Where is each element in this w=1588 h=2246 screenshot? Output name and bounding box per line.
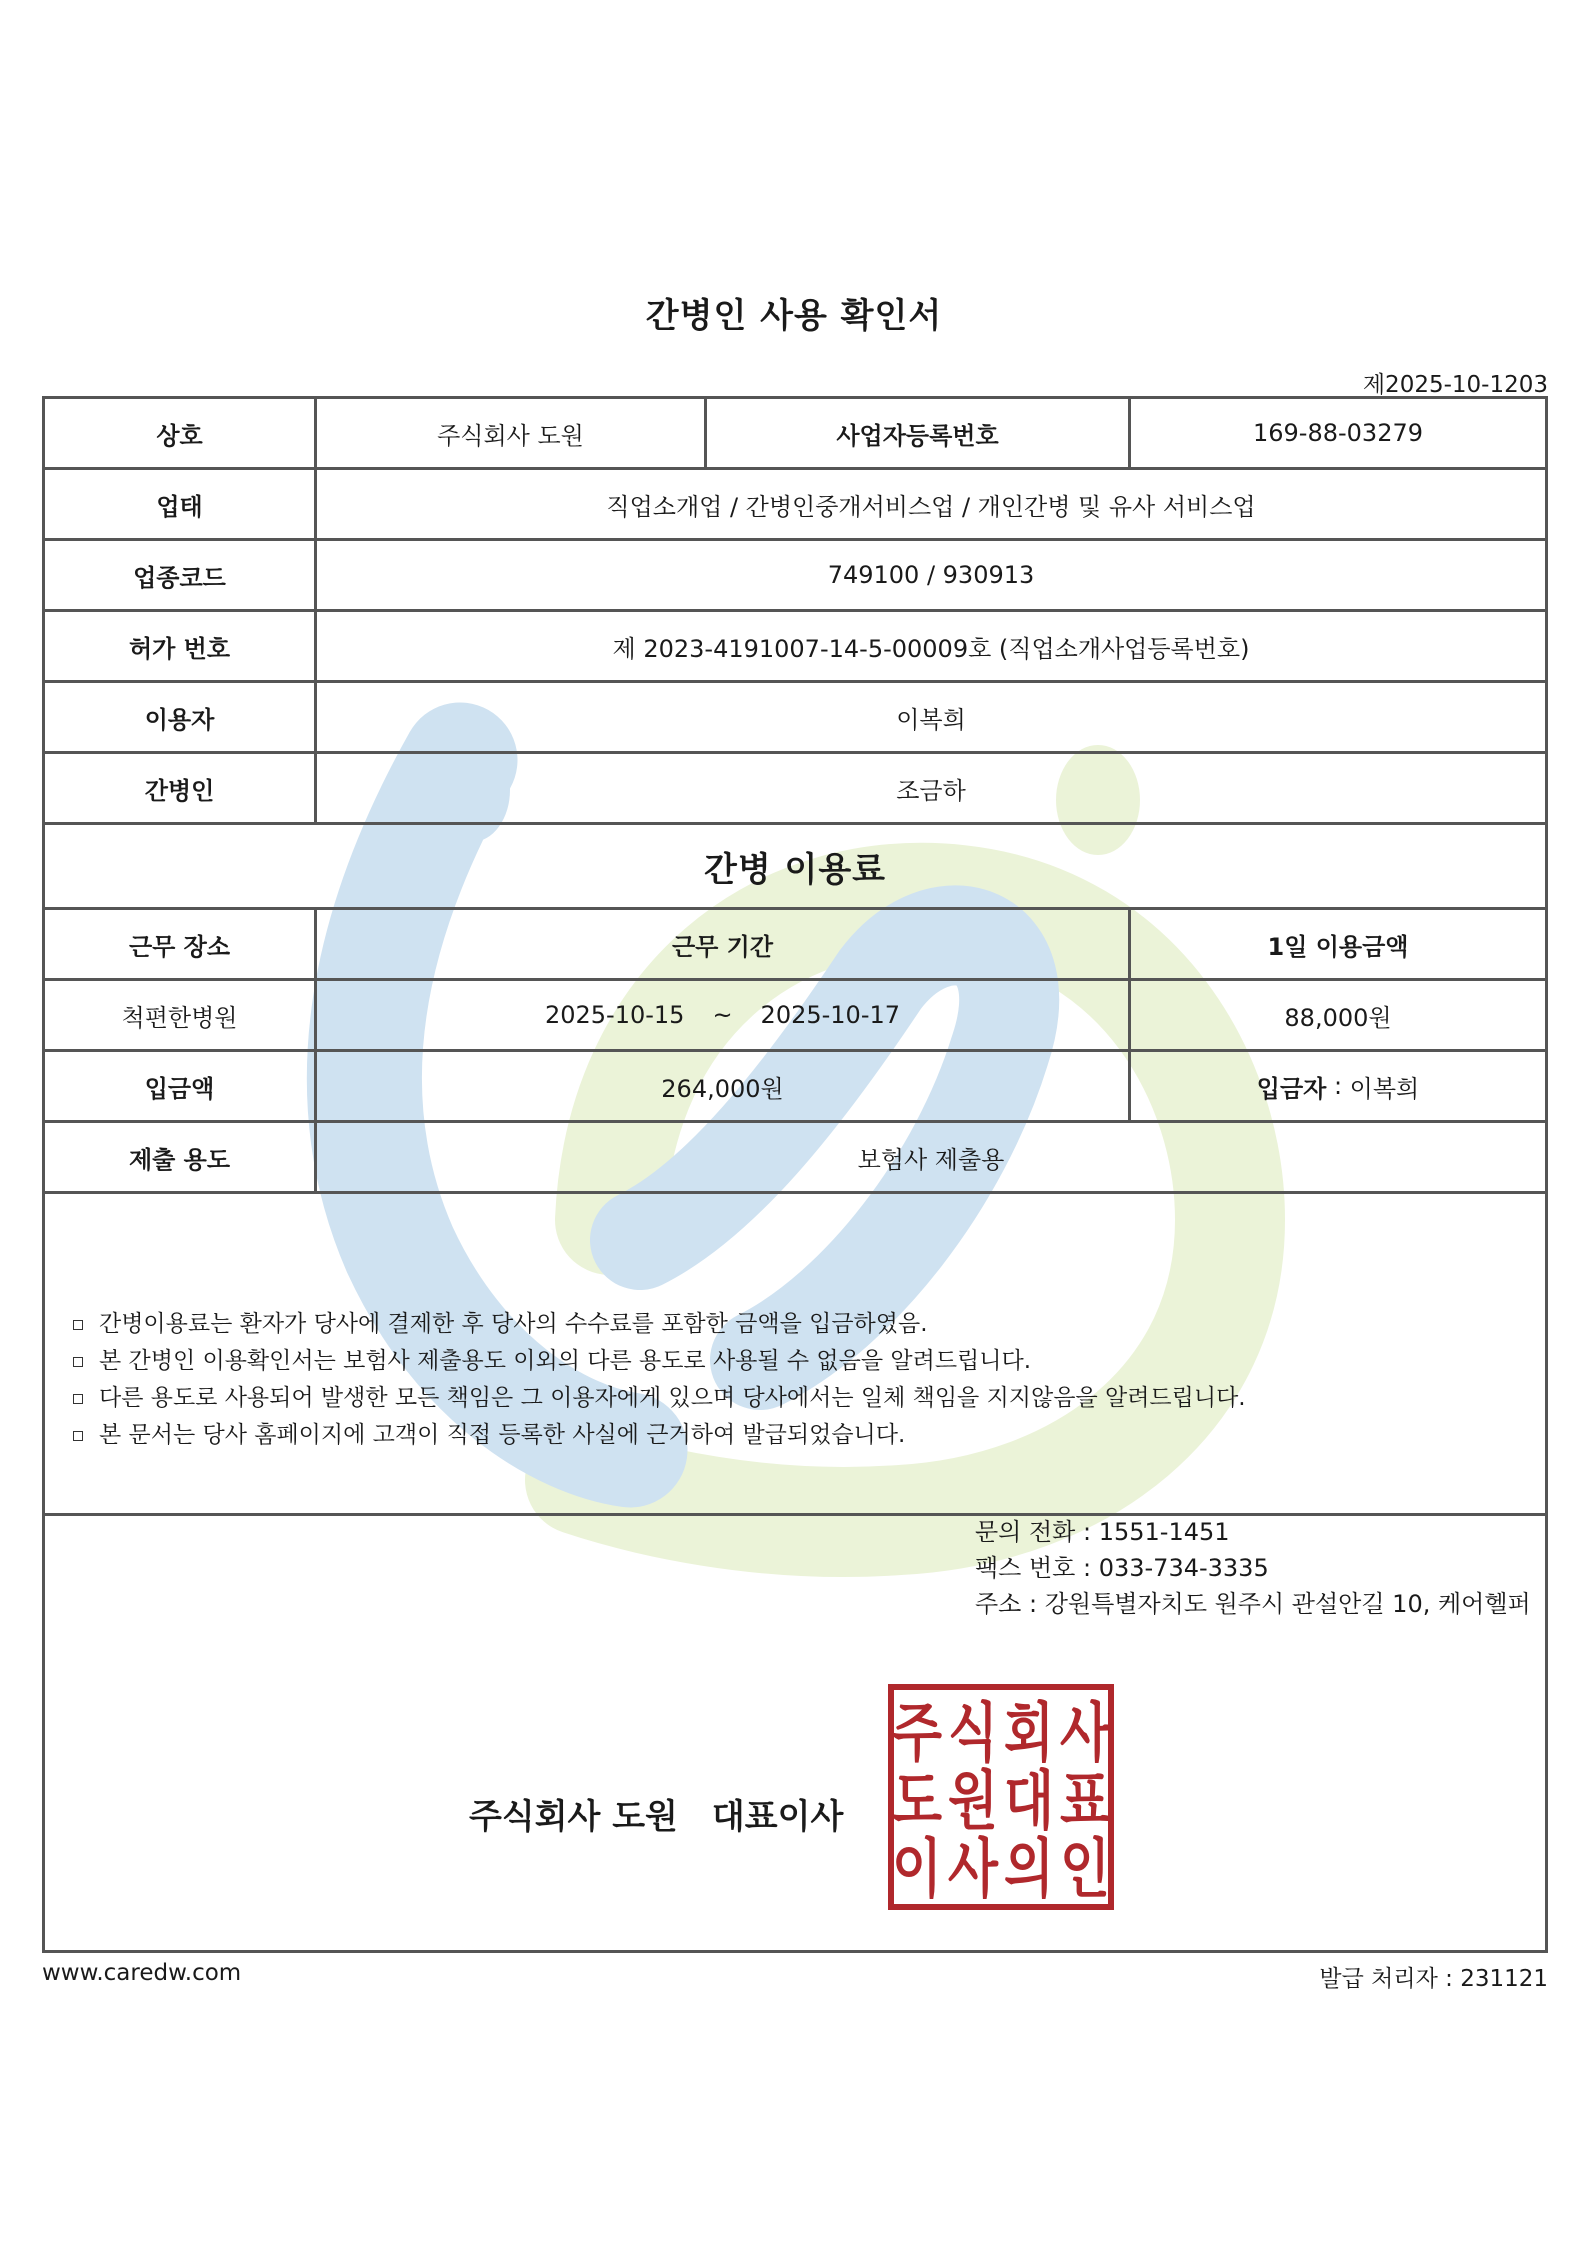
seal-character: 사	[1060, 1697, 1111, 1771]
row-permit	[45, 612, 1545, 683]
depositor-label: 입금자	[1256, 1074, 1327, 1103]
seal-character: 회	[1004, 1697, 1054, 1771]
company-seal-stamp	[887, 1683, 1115, 1911]
seal-character: 주	[892, 1697, 943, 1771]
deposit-label: 입금액	[45, 1052, 317, 1120]
seal-character: 대	[1004, 1765, 1054, 1839]
caregiver-label: 간병인	[45, 754, 317, 822]
period-start: 2025-10-15	[544, 1001, 685, 1029]
depositor-separator: :	[1326, 1072, 1350, 1100]
work-place-value: 척편한병원	[45, 981, 317, 1049]
signer-title: 대표이사	[711, 1797, 844, 1837]
user-value: 이복희	[896, 705, 966, 734]
work-place-label: 근무 장소	[45, 910, 317, 978]
contact-fax: 팩스 번호 : 033-734-3335	[975, 1554, 1269, 1582]
user-label: 이용자	[45, 683, 317, 751]
signature-line	[469, 1789, 843, 1838]
square-bullet-icon	[73, 1320, 83, 1330]
company-name-label: 상호	[45, 399, 317, 467]
seal-character: 인	[1060, 1833, 1110, 1907]
business-type-value: 직업소개업 / 간병인중개서비스업 / 개인간병 및 유사 서비스업	[606, 492, 1256, 521]
company-website: www.caredw.com	[42, 1960, 242, 1986]
daily-fee-label: 1일 이용금액	[1267, 932, 1409, 961]
work-period-label: 근무 기간	[317, 910, 1131, 978]
seal-character: 식	[948, 1697, 998, 1771]
note-text: 다른 용도로 사용되어 발생한 모든 책임은 그 이용자에게 있으며 당사에서는 일체 책임을 지지않음을 알려드립니다.	[99, 1385, 1246, 1411]
work-period-value	[317, 981, 1131, 1049]
daily-fee-value: 88,000원	[1284, 1003, 1392, 1032]
note-text: 본 간병인 이용확인서는 보험사 제출용도 이외의 다른 용도로 사용될 수 없음을 알려드립니다.	[99, 1348, 1032, 1374]
square-bullet-icon	[73, 1394, 83, 1404]
contact-phone: 문의 전화 : 1551-1451	[975, 1518, 1230, 1546]
document-title: 간병인 사용 확인서	[645, 296, 943, 336]
square-bullet-icon	[73, 1357, 83, 1367]
purpose-value: 보험사 제출용	[857, 1145, 1005, 1174]
notes-section	[45, 1194, 1545, 1516]
fee-section-title: 간병 이용료	[703, 849, 887, 890]
caregiver-value: 조금하	[896, 776, 966, 805]
seal-character: 사	[948, 1833, 999, 1907]
note-item	[69, 1306, 1545, 1343]
deposit-value: 264,000원	[317, 1052, 1131, 1120]
seal-character: 도	[892, 1765, 943, 1839]
row-fee-section	[45, 825, 1545, 910]
depositor	[1131, 1052, 1545, 1120]
row-deposit	[45, 1052, 1545, 1123]
purpose-label: 제출 용도	[45, 1123, 317, 1191]
industry-code-value: 749100 / 930913	[827, 561, 1035, 589]
depositor-value: 이복희	[1349, 1074, 1420, 1103]
document-number: 제2025-10-1203	[1362, 372, 1548, 398]
registration-label: 사업자등록번호	[707, 399, 1131, 467]
seal-character: 의	[1004, 1833, 1054, 1907]
row-business-type	[45, 470, 1545, 541]
square-bullet-icon	[73, 1431, 83, 1441]
note-item	[69, 1380, 1545, 1417]
registration-value: 169-88-03279	[1252, 419, 1423, 447]
seal-character: 원	[948, 1765, 998, 1839]
contact-info	[975, 1514, 1531, 1622]
row-user	[45, 683, 1545, 754]
signer-company: 주식회사 도원	[469, 1797, 678, 1837]
period-end: 2025-10-17	[760, 1001, 901, 1029]
permit-label: 허가 번호	[45, 612, 317, 680]
company-name-value: 주식회사 도원	[317, 399, 707, 467]
row-industry-code	[45, 541, 1545, 612]
seal-character: 이	[892, 1833, 942, 1907]
row-purpose	[45, 1123, 1545, 1194]
issuer-info: 발급 처리자 : 231121	[1319, 1966, 1548, 1992]
row-fee-headers	[45, 910, 1545, 981]
note-text: 간병이용료는 환자가 당사에 결제한 후 당사의 수수료를 포함한 금액을 입금하였음.	[99, 1311, 928, 1337]
industry-code-label: 업종코드	[45, 541, 317, 609]
note-item	[69, 1417, 1545, 1454]
period-separator: ~	[712, 1001, 733, 1029]
seal-character: 표	[1060, 1765, 1111, 1839]
note-item	[69, 1343, 1545, 1380]
row-fee-values	[45, 981, 1545, 1052]
business-type-label: 업태	[45, 470, 317, 538]
contact-address: 주소 : 강원특별자치도 원주시 관설안길 10, 케어헬퍼	[975, 1590, 1531, 1618]
note-text: 본 문서는 당사 홈페이지에 고객이 직접 등록한 사실에 근거하여 발급되었습니다.	[99, 1422, 906, 1448]
row-caregiver	[45, 754, 1545, 825]
row-company	[45, 399, 1545, 470]
certificate-frame	[42, 396, 1548, 1953]
permit-value: 제 2023-4191007-14-5-00009호 (직업소개사업등록번호)	[612, 634, 1250, 663]
